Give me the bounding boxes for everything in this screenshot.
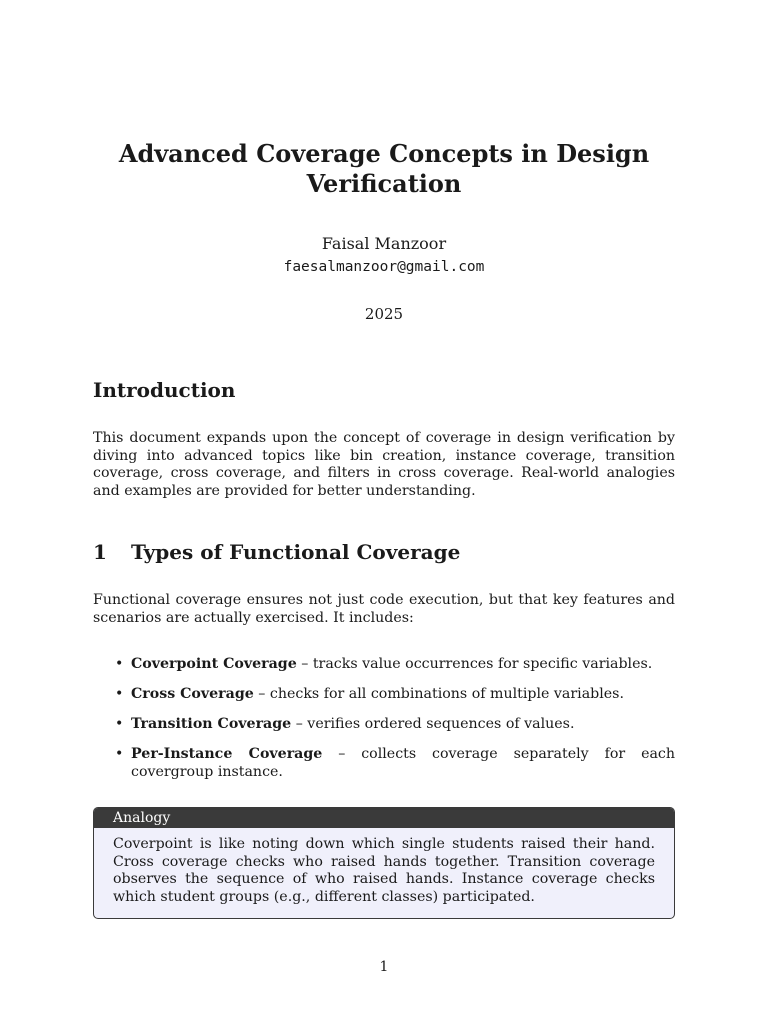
coverage-types-list [93, 656, 675, 794]
list-item-desc: – collects coverage separately for each covergroup instance. [131, 746, 676, 780]
document-date: 2025 [364, 305, 404, 323]
list-item-term: Coverpoint Coverage [131, 656, 297, 672]
introduction-heading: Introduction [93, 378, 236, 402]
analogy-box-title: Analogy [94, 808, 674, 828]
list-item [93, 746, 675, 781]
author-email: faesalmanzoor@gmail.com [283, 259, 485, 275]
list-item [93, 656, 675, 674]
author-name: Faisal Manzoor [321, 234, 447, 253]
list-item-term: Transition Coverage [131, 716, 292, 732]
list-item-term: Per-Instance Coverage [131, 746, 323, 762]
list-item-desc: – verifies ordered sequences of values. [291, 716, 575, 732]
document-title: Advanced Coverage Concepts in Design Verification [118, 139, 650, 198]
bullet-icon: • [115, 686, 124, 702]
list-item-desc: – tracks value occurrences for specific variables. [296, 656, 653, 672]
introduction-paragraph: This document expands upon the concept of coverage in design verification by diving into advanced topics like bin creation, instance coverage, transition coverage, cross coverage, and filters in cross coverage. Real-world analogies and examples are provided for better understanding. [93, 430, 675, 499]
bullet-icon: • [115, 746, 124, 762]
list-item-desc: – checks for all combinations of multiple variables. [253, 686, 624, 702]
document-page [93, 0, 675, 1024]
page-number: 1 [379, 959, 389, 975]
section-heading [93, 539, 460, 565]
list-item [93, 716, 675, 734]
section-title: Types of Functional Coverage [131, 540, 461, 564]
bullet-icon: • [115, 716, 124, 732]
analogy-box-text: Coverpoint is like noting down which single students raised their hand. Cross coverage checks who raised hands together. Transition coverage observes the sequence of who raised hands. Instance coverage checks which student groups (e.g., different classes) participated. [113, 836, 655, 905]
list-item-term: Cross Coverage [131, 686, 254, 702]
list-item [93, 686, 675, 704]
section-paragraph: Functional coverage ensures not just code execution, but that key features and scenarios are actually exercised. It includes: [93, 592, 675, 626]
analogy-box [93, 807, 675, 919]
bullet-icon: • [115, 656, 124, 672]
section-number: 1 [93, 540, 107, 564]
